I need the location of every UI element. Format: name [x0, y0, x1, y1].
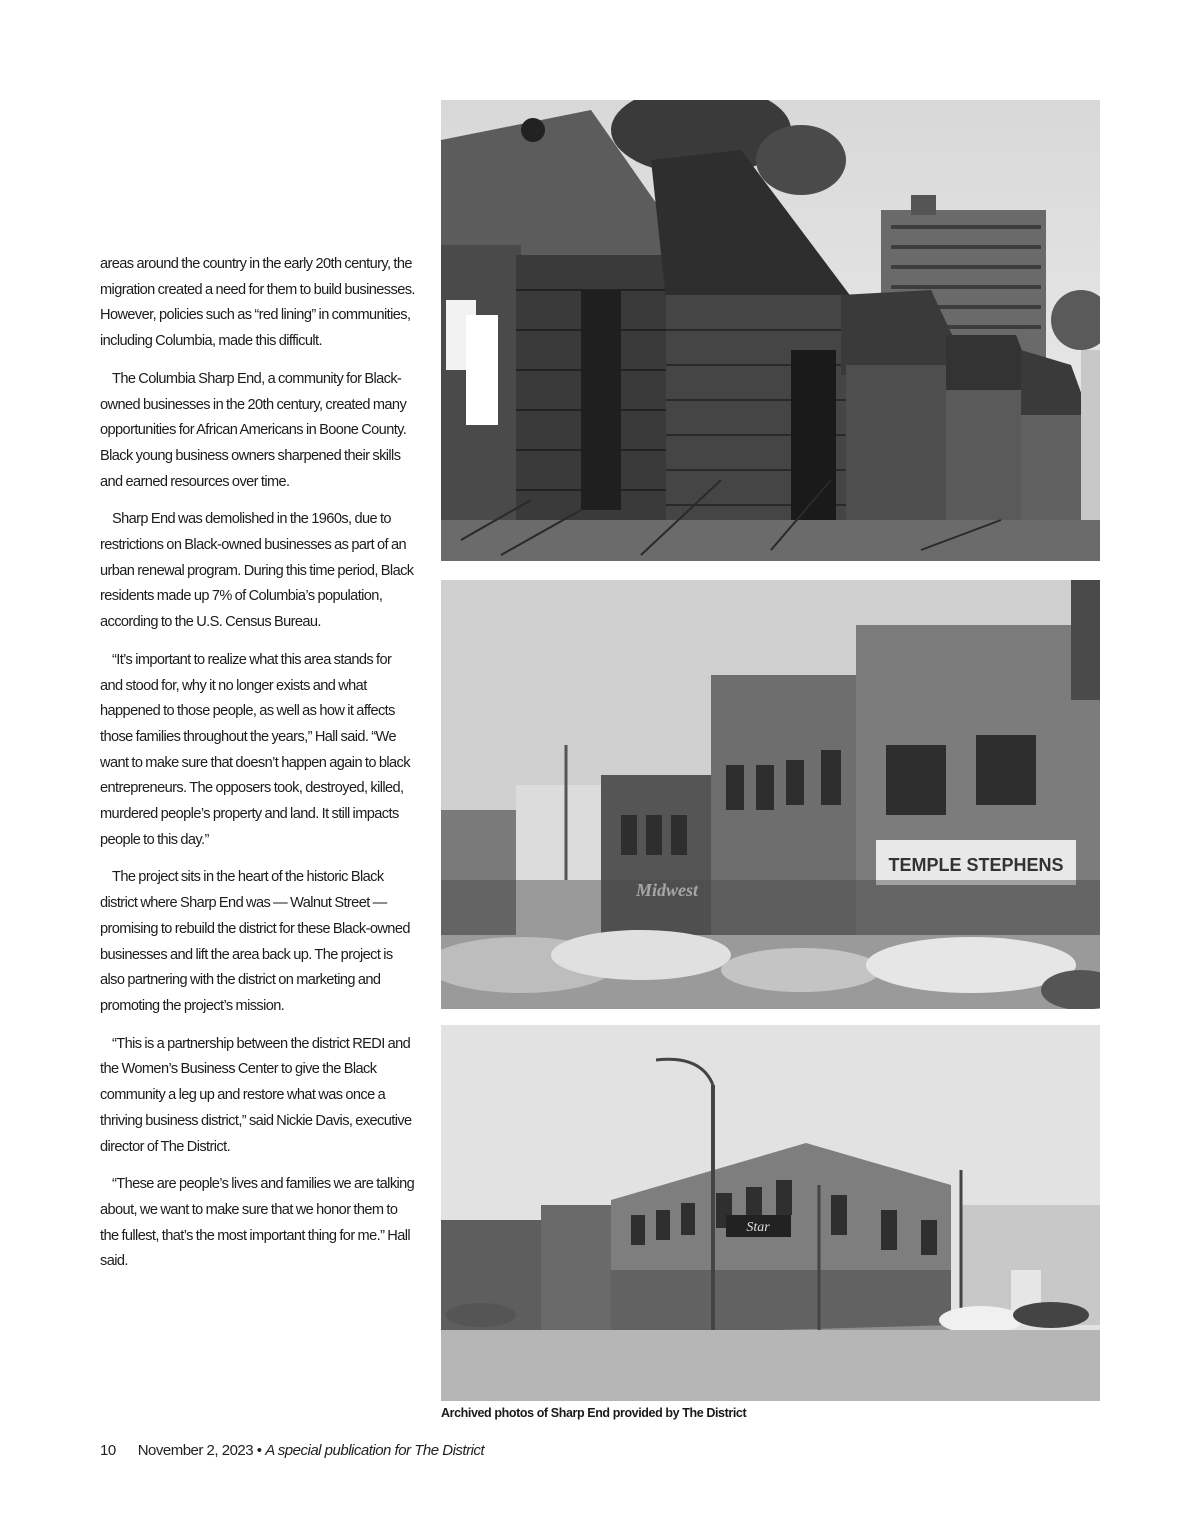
- publication-date: November 2, 2023 •: [137, 1442, 266, 1459]
- page-footer: [100, 1442, 484, 1459]
- publication-name: A special publication for The District: [265, 1442, 485, 1459]
- article-paragraph: areas around the country in the early 20th century, the migration created a need for them to build businesses. However, policies such as “red lining” in communities, including Columbia, made this difficult.: [100, 256, 415, 350]
- photo-wooden-shacks: [441, 100, 1100, 561]
- article-paragraph: “These are people’s lives and families we are talking about, we want to make sure that we honor them to the fullest, that’s the most important thing for me.” Hall said.: [100, 1176, 415, 1270]
- article-paragraph: “This is a partnership between the district REDI and the Women’s Business Center to give the Black community a leg up and restore what was once a thriving business district,” said Nickie Davis, executive director of The District.: [100, 1035, 412, 1155]
- photo-storefront-street: [441, 580, 1100, 1009]
- article-paragraph: Sharp End was demolished in the 1960s, due to restrictions on Black-owned businesses as part of an urban renewal program. During this time period, Black residents made up 7% of Columbia’s population, according to the U.S. Census Bureau.: [100, 511, 414, 631]
- photo-caption: Archived photos of Sharp End provided by The District: [441, 1406, 747, 1420]
- article-paragraph: The project sits in the heart of the historic Black district where Sharp End was — Walnut Street — promising to rebuild the district for these Black-owned businesses and lift the area back up. The project is also partnering with the district on marketing and promoting the project’s mission.: [100, 869, 410, 1014]
- star-sign: Star: [746, 1220, 770, 1235]
- page-number: 10: [100, 1442, 116, 1459]
- article-paragraph: “It’s important to realize what this area stands for and stood for, why it no longer exists and what happened to those people, as well as how it affects those families throughout the years,” Hall said. “We want to make sure that doesn’t happen again to black entrepreneurs. The opposers took, destroyed, killed, murdered people’s property and land. It still impacts people to this day.”: [100, 651, 410, 848]
- article-body: [100, 252, 416, 1287]
- midwest-sign: Midwest: [636, 880, 699, 900]
- article-paragraph: The Columbia Sharp End, a community for Black-owned businesses in the 20th century, created many opportunities for African Americans in Boone County. Black young business owners sharpened their skills and earned resources over time.: [100, 370, 407, 490]
- temple-stephens-sign: TEMPLE STEPHENS: [888, 855, 1064, 875]
- photo-corner-building: [441, 1025, 1100, 1401]
